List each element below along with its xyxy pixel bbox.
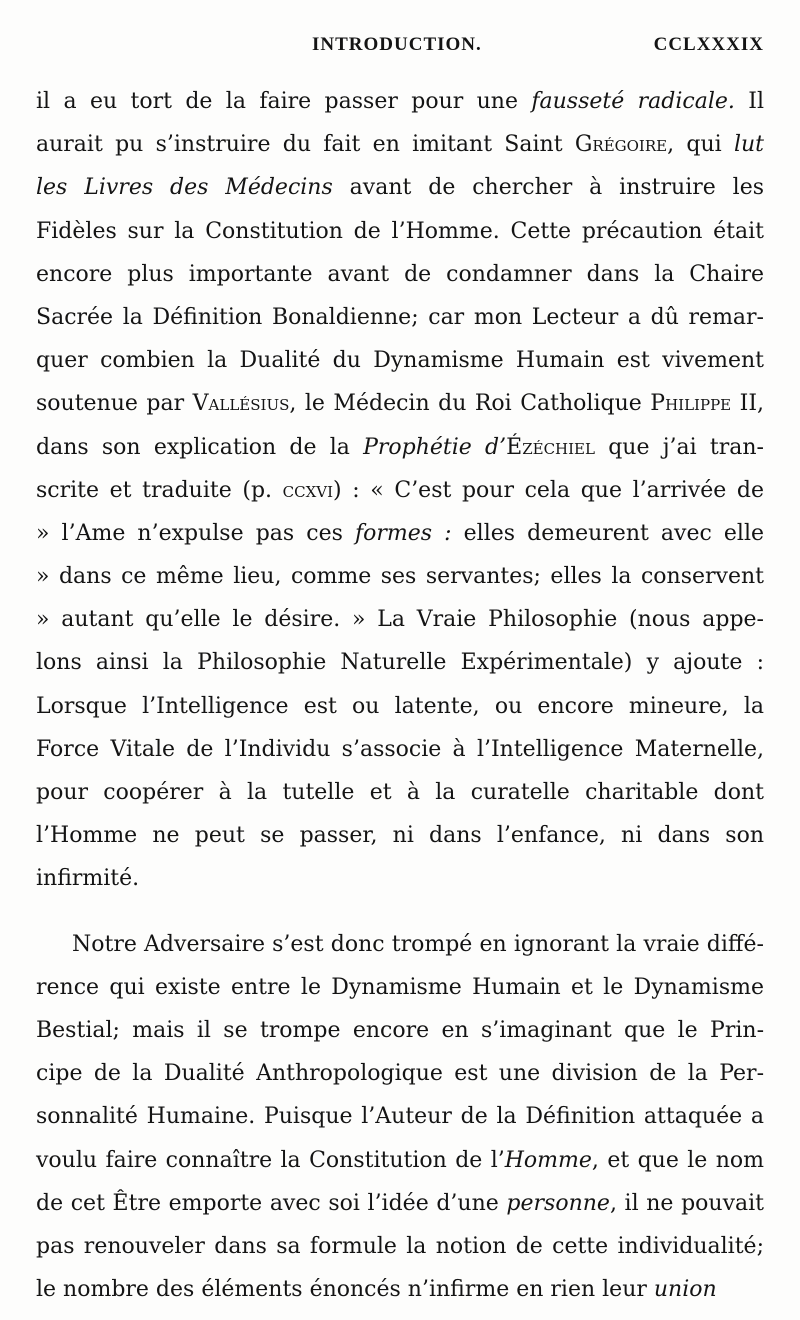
text-run: lons ainsi la Philosophie Naturelle Expérimentale) y ajoute : [36, 650, 764, 676]
text-line [36, 771, 764, 814]
text-run: sonnalité Humaine. Puisque l’Auteur de la Définition attaquée a [36, 1104, 764, 1130]
text-run: cipe de la Dualité Anthropologique est une division de la Per- [36, 1061, 764, 1087]
text-run: » l’Ame n’expulse pas ces [36, 520, 355, 546]
text-line [36, 469, 764, 512]
text-line [36, 296, 764, 339]
italic-text: Prophétie d’ [363, 434, 507, 460]
text-run: Fidèles sur la Constitution de l’Homme. Cette précaution était [36, 218, 764, 244]
text-line [36, 1095, 764, 1138]
text-run: Notre Adversaire s’est donc trompé en ignorant la vraie diffé- [72, 931, 764, 957]
text-line [36, 80, 764, 123]
text-line [36, 966, 764, 1009]
text-line [36, 1182, 764, 1225]
text-run: soutenue par [36, 391, 193, 417]
italic-text: Homme [504, 1147, 592, 1173]
running-title: INTRODUCTION. [312, 34, 482, 55]
text-run: , et que le nom [591, 1147, 764, 1173]
text-line [36, 123, 764, 166]
text-run: voulu faire connaître la Constitution de l’ [36, 1147, 505, 1173]
small-caps-text: Grégoire [574, 132, 668, 158]
text-line [36, 857, 764, 900]
text-run: le nombre des éléments énoncés n’infirme en rien leur [36, 1277, 654, 1303]
text-run: Force Vitale de l’Individu s’associe à l’Intelligence Maternelle, [36, 736, 764, 762]
small-caps-text: Vallésius [192, 391, 290, 417]
text-run: encore plus importante avant de condamner dans la Chaire [36, 261, 764, 287]
text-line [36, 1052, 764, 1095]
text-run: , qui [667, 132, 734, 158]
text-run: il a eu tort de la faire passer pour une [36, 89, 532, 114]
text-run: l’Homme ne peut se passer, ni dans l’enfance, ni dans son [36, 823, 764, 849]
text-run: , il ne pouvait [609, 1190, 764, 1216]
text-run: Sacrée la Définition Bonaldienne; car mon Lecteur a dû remar- [36, 304, 764, 330]
italic-text: lut [733, 132, 764, 158]
text-run: dans son explication de la [36, 434, 364, 460]
text-run: quer combien la Dualité du Dynamisme Humain est vivement [36, 348, 764, 374]
text-line [36, 1009, 764, 1052]
text-run: rence qui existe entre le Dynamisme Humain et le Dynamisme [36, 974, 764, 1000]
small-caps-text: ccxvi [282, 477, 334, 503]
text-run: elles demeurent avec elle [451, 520, 764, 546]
text-line [36, 1225, 764, 1268]
text-line [36, 210, 764, 253]
text-run: de cet Être emporte avec soi l’idée d’une [36, 1190, 507, 1216]
paragraph [36, 80, 764, 901]
page-number: CCLXXXIX [653, 34, 764, 55]
text-run: scrite et traduite (p. [36, 477, 283, 503]
italic-text: union [653, 1277, 717, 1303]
text-line [36, 685, 764, 728]
paragraph [36, 923, 764, 1312]
paragraph-gap [36, 901, 764, 923]
text-run: Il [734, 89, 764, 114]
text-line [36, 166, 764, 209]
running-head [36, 30, 764, 60]
text-line [36, 339, 764, 382]
text-line [36, 555, 764, 598]
text-run: infirmité. [36, 866, 140, 892]
text-line [36, 598, 764, 641]
text-line [36, 923, 764, 966]
text-run: ) : « C’est pour cela que l’arrivée de [333, 477, 764, 503]
text-run: aurait pu s’instruire du fait en imitant Saint [36, 132, 575, 158]
text-run: , le Médecin du Roi Catholique [289, 391, 651, 417]
text-line [36, 512, 764, 555]
text-line [36, 253, 764, 296]
italic-text: fausseté radicale. [531, 89, 735, 114]
italic-text: formes : [354, 520, 452, 546]
text-line [36, 1139, 764, 1182]
small-caps-text: Ézéchiel [506, 434, 595, 460]
text-run: que j’ai tran- [594, 434, 764, 460]
text-run: pas renouveler dans sa formule la notion de cette individualité; [36, 1233, 764, 1259]
text-line [36, 641, 764, 684]
text-run: Lorsque l’Intelligence est ou latente, ou encore mineure, la [36, 693, 764, 719]
text-line [36, 814, 764, 857]
text-run: avant de chercher à instruire les [332, 175, 764, 201]
text-run: pour coopérer à la tutelle et à la curatelle charitable dont [36, 780, 764, 805]
text-line [36, 382, 764, 425]
small-caps-text: Philippe [650, 391, 732, 417]
text-line [36, 426, 764, 469]
body-text [36, 80, 764, 1311]
text-run: » dans ce même lieu, comme ses servantes; elles la conservent [36, 564, 764, 590]
text-run: Bestial; mais il se trompe encore en s’imaginant que le Prin- [36, 1017, 764, 1043]
text-run: » autant qu’elle le désire. » La Vraie Philosophie (nous appe- [36, 607, 764, 633]
text-line [36, 728, 764, 771]
italic-text: personne [506, 1190, 610, 1216]
text-run: II, [731, 391, 765, 417]
text-line [36, 1268, 764, 1311]
italic-text: les Livres des Médecins [36, 175, 333, 201]
